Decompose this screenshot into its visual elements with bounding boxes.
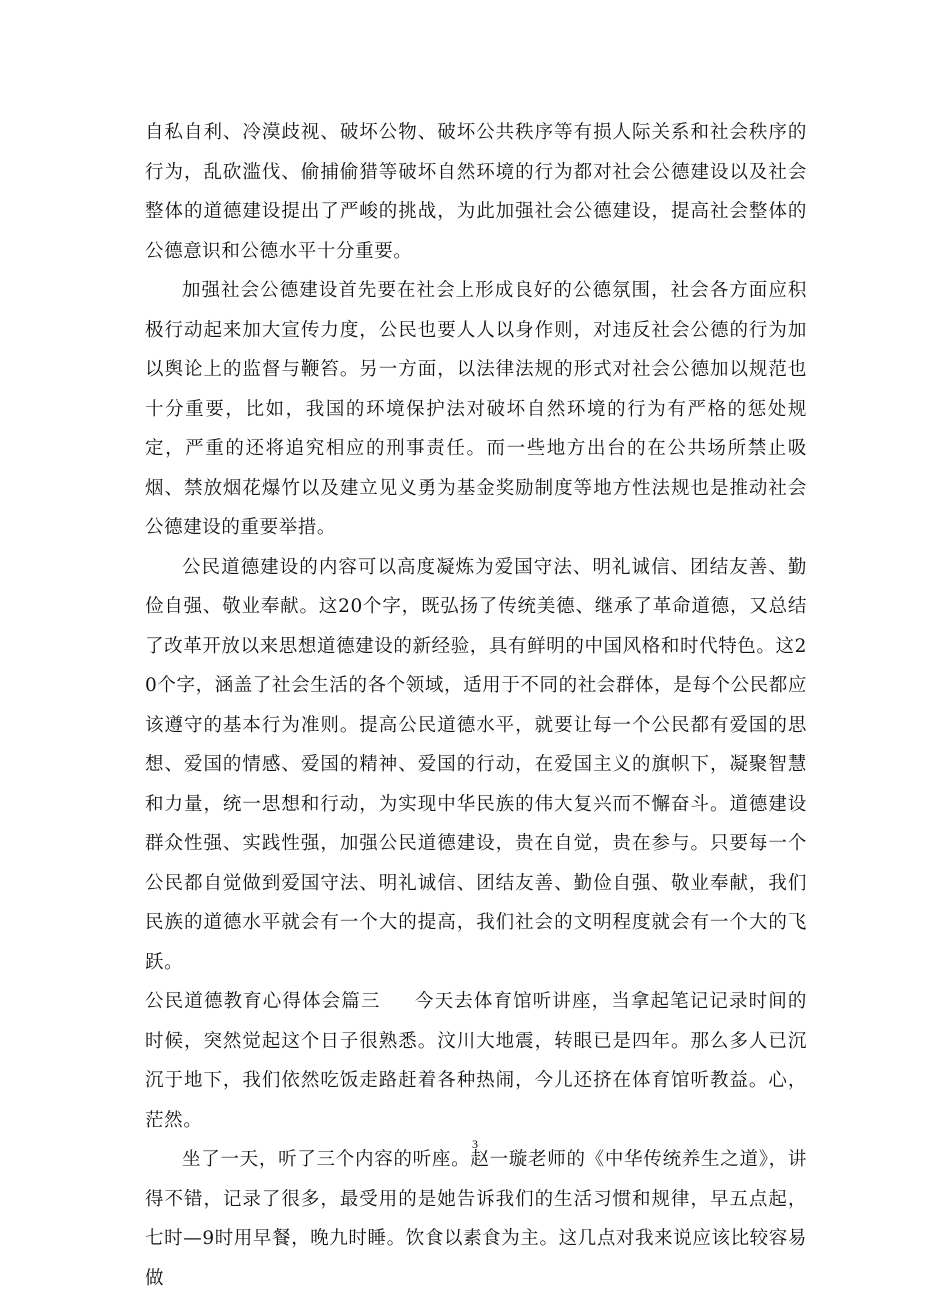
paragraph-1: 自私自利、冷漠歧视、破坏公物、破坏公共秩序等有损人际关系和社会秩序的行为，乱砍滥伐、偷捕偷猎等破坏自然环境的行为都对社会公德建设以及社会整体的道德建设提出了严峻的挑战，为此加强社会公德建设，提高社会整体的公德意识和公德水平十分重要。 [145, 122, 807, 262]
paragraph-5: 坐了一天，听了三个内容的听座。赵一璇老师的《中华传统养生之道》，讲得不错，记录了很多，最受用的是她告诉我们的生活习惯和规律，早五点起，七时—9时用早餐，晚九时睡。饮食以素食为主。这几点对我来说应该比较容易做 [145, 1149, 807, 1289]
paragraph-3: 公民道德建设的内容可以高度凝炼为爱国守法、明礼诚信、团结友善、勤俭自强、敬业奉献。这20个字，既弘扬了传统美德、继承了革命道德，又总结了改革开放以来思想道德建设的新经验，具有鲜明的中国风格和时代特色。这20个字，涵盖了社会生活的各个领域，适用于不同的社会群体，是每个公民都应该遵守的基本行为准则。提高公民道德水平，就要让每一个公民都有爱国的思想、爱国的情感、爱国的精神、爱国的行动，在爱国主义的旗帜下，凝聚智慧和力量，统一思想和行动，为实现中华民族的伟大复兴而不懈奋斗。道德建设群众性强、实践性强，加强公民道德建设，贵在自觉，贵在参与。只要每一个公民都自觉做到爱国守法、明礼诚信、团结友善、勤俭自强、敬业奉献，我们民族的道德水平就会有一个大的提高，我们社会的文明程度就会有一个大的飞跃。 [145, 556, 807, 973]
section-heading-paragraph [145, 982, 807, 1140]
page-number: 3 [472, 1137, 478, 1151]
section-title: 公民道德教育心得体会篇三 [145, 991, 381, 1012]
section-intro: 今天去体育馆听讲座，当拿起笔记记录时间的时候，突然觉起这个日子很熟悉。汶川大地震，转眼已是四年。那么多人已沉沉于地下，我们依然吃饭走路赶着各种热闹，今儿还挤在体育馆听教益。心，茫然。 [145, 991, 807, 1131]
paragraph-2: 加强社会公德建设首先要在社会上形成良好的公德氛围，社会各方面应积极行动起来加大宣传力度，公民也要人人以身作则，对违反社会公德的行为加以舆论上的监督与鞭笞。另一方面，以法律法规的形式对社会公德加以规范也十分重要，比如，我国的环境保护法对破坏自然环境的行为有严格的惩处规定，严重的还将追究相应的刑事责任。而一些地方出台的在公共场所禁止吸烟、禁放烟花爆竹以及建立见义勇为基金奖励制度等地方性法规也是推动社会公德建设的重要举措。 [145, 280, 807, 538]
document-body [145, 113, 807, 1298]
